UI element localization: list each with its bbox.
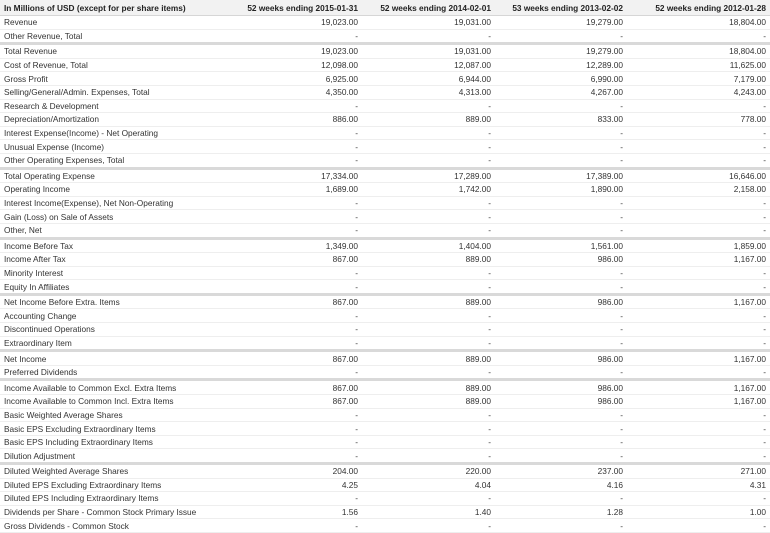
- row-label: Other, Net: [0, 223, 230, 238]
- row-value: 4,313.00: [362, 85, 495, 99]
- row-value: -: [230, 210, 362, 224]
- table-row: [0, 29, 770, 44]
- table-row: [0, 238, 770, 253]
- row-label: Cost of Revenue, Total: [0, 58, 230, 72]
- row-value: 1,404.00: [362, 238, 495, 253]
- row-value: 889.00: [362, 294, 495, 309]
- row-label: Diluted EPS Including Extraordinary Items: [0, 492, 230, 506]
- row-value: -: [495, 140, 627, 154]
- row-value: 833.00: [495, 113, 627, 127]
- row-value: -: [362, 336, 495, 351]
- row-value: -: [230, 223, 362, 238]
- row-value: 19,279.00: [495, 44, 627, 59]
- table-row: [0, 323, 770, 337]
- row-value: -: [362, 153, 495, 168]
- row-value: 237.00: [495, 464, 627, 479]
- row-value: -: [495, 309, 627, 323]
- row-value: 889.00: [362, 113, 495, 127]
- table-row: [0, 380, 770, 395]
- row-value: -: [495, 210, 627, 224]
- row-value: -: [495, 449, 627, 464]
- row-label: Dilution Adjustment: [0, 449, 230, 464]
- table-row: [0, 99, 770, 113]
- table-row: [0, 505, 770, 519]
- row-value: -: [495, 196, 627, 210]
- row-value: -: [230, 196, 362, 210]
- row-value: 986.00: [495, 395, 627, 409]
- row-value: -: [627, 336, 770, 351]
- row-value: -: [362, 435, 495, 449]
- row-label: Diluted EPS Excluding Extraordinary Items: [0, 478, 230, 492]
- units-header: In Millions of USD (except for per share items): [0, 0, 230, 16]
- row-value: -: [627, 210, 770, 224]
- row-value: -: [362, 29, 495, 44]
- row-value: -: [627, 29, 770, 44]
- row-value: 1,167.00: [627, 253, 770, 267]
- row-value: 271.00: [627, 464, 770, 479]
- period-header: 52 weeks ending 2014-02-01: [362, 0, 495, 16]
- row-value: 18,804.00: [627, 44, 770, 59]
- row-label: Selling/General/Admin. Expenses, Total: [0, 85, 230, 99]
- row-label: Income Available to Common Excl. Extra Items: [0, 380, 230, 395]
- row-label: Dividends per Share - Common Stock Primary Issue: [0, 505, 230, 519]
- row-value: 867.00: [230, 395, 362, 409]
- row-value: -: [627, 519, 770, 533]
- row-label: Net Income: [0, 351, 230, 366]
- row-value: -: [362, 422, 495, 436]
- row-value: -: [627, 266, 770, 280]
- table-row: [0, 253, 770, 267]
- row-label: Preferred Dividends: [0, 365, 230, 380]
- table-row: [0, 422, 770, 436]
- row-value: -: [362, 309, 495, 323]
- row-value: 1,561.00: [495, 238, 627, 253]
- table-row: [0, 519, 770, 533]
- row-value: 1.40: [362, 505, 495, 519]
- row-value: -: [230, 435, 362, 449]
- header-row: [0, 0, 770, 16]
- row-value: -: [230, 266, 362, 280]
- row-value: 11,625.00: [627, 58, 770, 72]
- row-value: -: [230, 309, 362, 323]
- row-value: -: [495, 519, 627, 533]
- row-value: -: [230, 336, 362, 351]
- table-row: [0, 408, 770, 422]
- table-row: [0, 153, 770, 168]
- row-value: 1,689.00: [230, 183, 362, 197]
- row-value: -: [495, 323, 627, 337]
- row-value: -: [627, 449, 770, 464]
- row-value: -: [362, 210, 495, 224]
- row-value: 867.00: [230, 380, 362, 395]
- row-label: Total Operating Expense: [0, 168, 230, 183]
- row-value: -: [495, 126, 627, 140]
- row-value: 220.00: [362, 464, 495, 479]
- row-value: -: [495, 223, 627, 238]
- table-row: [0, 85, 770, 99]
- row-value: -: [495, 29, 627, 44]
- row-value: -: [362, 140, 495, 154]
- row-value: 12,098.00: [230, 58, 362, 72]
- row-value: 6,944.00: [362, 72, 495, 86]
- row-value: 986.00: [495, 253, 627, 267]
- table-row: [0, 196, 770, 210]
- row-value: 4,267.00: [495, 85, 627, 99]
- row-value: 4,350.00: [230, 85, 362, 99]
- row-value: -: [495, 280, 627, 295]
- row-value: -: [627, 140, 770, 154]
- row-value: -: [495, 422, 627, 436]
- row-value: 6,925.00: [230, 72, 362, 86]
- row-value: 7,179.00: [627, 72, 770, 86]
- row-label: Operating Income: [0, 183, 230, 197]
- row-value: -: [230, 153, 362, 168]
- row-value: 19,023.00: [230, 16, 362, 30]
- row-value: -: [627, 408, 770, 422]
- table-row: [0, 16, 770, 30]
- row-value: -: [230, 492, 362, 506]
- row-label: Revenue: [0, 16, 230, 30]
- table-row: [0, 478, 770, 492]
- row-value: 1,167.00: [627, 294, 770, 309]
- row-value: 1,167.00: [627, 380, 770, 395]
- table-row: [0, 336, 770, 351]
- row-value: 12,289.00: [495, 58, 627, 72]
- row-label: Gross Profit: [0, 72, 230, 86]
- table-row: [0, 126, 770, 140]
- table-row: [0, 280, 770, 295]
- table-row: [0, 449, 770, 464]
- row-value: -: [362, 126, 495, 140]
- row-value: -: [362, 365, 495, 380]
- table-row: [0, 58, 770, 72]
- row-label: Unusual Expense (Income): [0, 140, 230, 154]
- row-value: 18,804.00: [627, 16, 770, 30]
- row-value: -: [362, 519, 495, 533]
- row-label: Net Income Before Extra. Items: [0, 294, 230, 309]
- row-value: 1,742.00: [362, 183, 495, 197]
- table-body: [0, 16, 770, 533]
- row-label: Minority Interest: [0, 266, 230, 280]
- row-label: Income Available to Common Incl. Extra Items: [0, 395, 230, 409]
- row-value: -: [627, 422, 770, 436]
- table-row: [0, 168, 770, 183]
- row-value: 12,087.00: [362, 58, 495, 72]
- row-value: -: [627, 223, 770, 238]
- table-row: [0, 183, 770, 197]
- row-label: Total Revenue: [0, 44, 230, 59]
- row-value: 886.00: [230, 113, 362, 127]
- period-header: 53 weeks ending 2013-02-02: [495, 0, 627, 16]
- row-label: Accounting Change: [0, 309, 230, 323]
- row-value: 17,289.00: [362, 168, 495, 183]
- row-value: -: [495, 266, 627, 280]
- row-value: -: [627, 365, 770, 380]
- row-value: -: [627, 126, 770, 140]
- row-value: 4.16: [495, 478, 627, 492]
- row-value: -: [495, 153, 627, 168]
- row-value: 778.00: [627, 113, 770, 127]
- row-value: 204.00: [230, 464, 362, 479]
- row-value: -: [230, 126, 362, 140]
- row-value: -: [627, 196, 770, 210]
- table-row: [0, 435, 770, 449]
- row-value: 867.00: [230, 294, 362, 309]
- row-label: Extraordinary Item: [0, 336, 230, 351]
- table-row: [0, 351, 770, 366]
- row-value: -: [495, 336, 627, 351]
- period-header: 52 weeks ending 2012-01-28: [627, 0, 770, 16]
- row-value: -: [362, 323, 495, 337]
- table-row: [0, 266, 770, 280]
- row-value: -: [230, 99, 362, 113]
- row-value: 889.00: [362, 253, 495, 267]
- row-value: -: [627, 323, 770, 337]
- row-label: Other Operating Expenses, Total: [0, 153, 230, 168]
- row-value: 4.25: [230, 478, 362, 492]
- table-row: [0, 492, 770, 506]
- table-row: [0, 72, 770, 86]
- period-header: 52 weeks ending 2015-01-31: [230, 0, 362, 16]
- row-value: 6,990.00: [495, 72, 627, 86]
- row-value: -: [230, 29, 362, 44]
- row-value: -: [495, 408, 627, 422]
- row-value: -: [230, 449, 362, 464]
- table-row: [0, 464, 770, 479]
- row-value: -: [362, 449, 495, 464]
- row-value: 867.00: [230, 253, 362, 267]
- row-value: -: [627, 492, 770, 506]
- row-value: -: [362, 99, 495, 113]
- row-value: 1.56: [230, 505, 362, 519]
- row-value: -: [230, 422, 362, 436]
- row-value: 1,167.00: [627, 351, 770, 366]
- row-value: -: [362, 492, 495, 506]
- table-row: [0, 210, 770, 224]
- table-row: [0, 140, 770, 154]
- row-label: Income After Tax: [0, 253, 230, 267]
- row-value: -: [362, 266, 495, 280]
- row-value: 889.00: [362, 395, 495, 409]
- row-value: 1,349.00: [230, 238, 362, 253]
- row-value: 986.00: [495, 380, 627, 395]
- row-value: -: [230, 280, 362, 295]
- row-value: 1.00: [627, 505, 770, 519]
- row-value: -: [230, 323, 362, 337]
- row-label: Interest Expense(Income) - Net Operating: [0, 126, 230, 140]
- row-value: 1.28: [495, 505, 627, 519]
- table-row: [0, 309, 770, 323]
- row-value: -: [495, 435, 627, 449]
- row-value: -: [362, 196, 495, 210]
- row-value: -: [230, 408, 362, 422]
- row-value: -: [230, 519, 362, 533]
- row-value: -: [627, 309, 770, 323]
- row-value: 4,243.00: [627, 85, 770, 99]
- row-label: Basic EPS Excluding Extraordinary Items: [0, 422, 230, 436]
- row-value: 867.00: [230, 351, 362, 366]
- table-row: [0, 113, 770, 127]
- row-value: 4.04: [362, 478, 495, 492]
- row-value: -: [627, 435, 770, 449]
- row-value: 17,334.00: [230, 168, 362, 183]
- row-value: 889.00: [362, 380, 495, 395]
- row-value: -: [627, 280, 770, 295]
- row-value: 4.31: [627, 478, 770, 492]
- row-label: Gain (Loss) on Sale of Assets: [0, 210, 230, 224]
- row-label: Income Before Tax: [0, 238, 230, 253]
- row-value: -: [495, 365, 627, 380]
- row-value: 889.00: [362, 351, 495, 366]
- row-value: 1,167.00: [627, 395, 770, 409]
- row-value: 2,158.00: [627, 183, 770, 197]
- row-value: -: [627, 99, 770, 113]
- table-row: [0, 294, 770, 309]
- row-label: Basic Weighted Average Shares: [0, 408, 230, 422]
- row-value: 1,890.00: [495, 183, 627, 197]
- row-value: 17,389.00: [495, 168, 627, 183]
- table-row: [0, 365, 770, 380]
- row-value: 1,859.00: [627, 238, 770, 253]
- row-value: 19,031.00: [362, 16, 495, 30]
- row-value: -: [495, 492, 627, 506]
- table-row: [0, 223, 770, 238]
- row-label: Equity In Affiliates: [0, 280, 230, 295]
- row-value: -: [362, 408, 495, 422]
- row-label: Depreciation/Amortization: [0, 113, 230, 127]
- row-label: Research & Development: [0, 99, 230, 113]
- table-row: [0, 395, 770, 409]
- row-value: -: [495, 99, 627, 113]
- row-value: -: [362, 223, 495, 238]
- row-value: 19,023.00: [230, 44, 362, 59]
- row-value: -: [230, 365, 362, 380]
- row-value: -: [627, 153, 770, 168]
- row-label: Gross Dividends - Common Stock: [0, 519, 230, 533]
- table-row: [0, 44, 770, 59]
- row-value: 986.00: [495, 351, 627, 366]
- row-value: -: [230, 140, 362, 154]
- row-label: Diluted Weighted Average Shares: [0, 464, 230, 479]
- row-label: Other Revenue, Total: [0, 29, 230, 44]
- row-value: 16,646.00: [627, 168, 770, 183]
- row-label: Discontinued Operations: [0, 323, 230, 337]
- row-value: 986.00: [495, 294, 627, 309]
- row-value: 19,031.00: [362, 44, 495, 59]
- row-value: 19,279.00: [495, 16, 627, 30]
- row-label: Basic EPS Including Extraordinary Items: [0, 435, 230, 449]
- row-value: -: [362, 280, 495, 295]
- row-label: Interest Income(Expense), Net Non-Operating: [0, 196, 230, 210]
